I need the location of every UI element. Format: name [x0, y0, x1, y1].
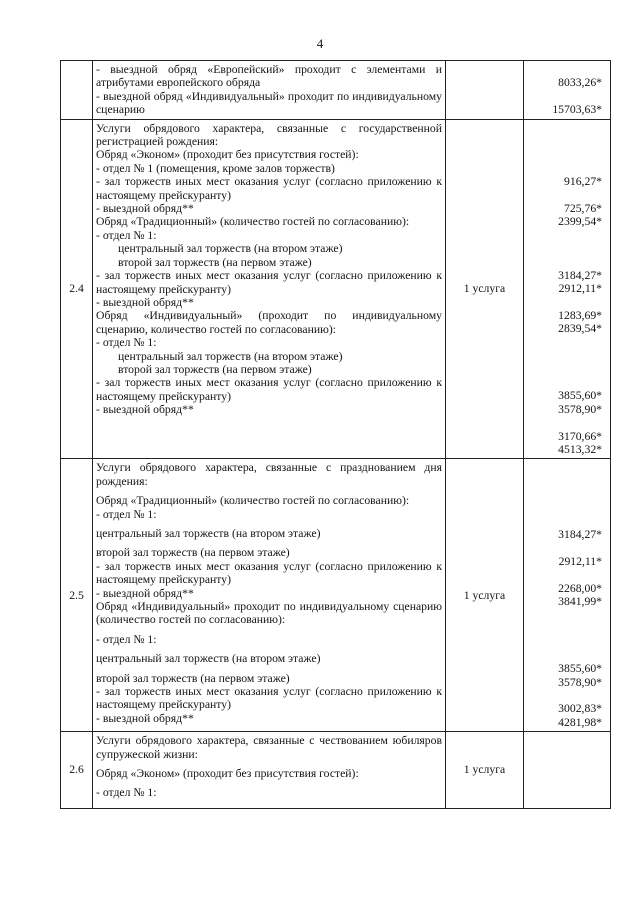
list-item: - отдел № 1 (помещения, кроме залов торжеств)	[96, 161, 335, 175]
price-value: 3578,90*	[558, 402, 602, 416]
list-item: - зал торжеств иных мест оказания услуг (согласно приложению к настоящему прейскуранту)	[96, 269, 442, 296]
service-title: Услуги обрядового характера, связанные с празднованием дня рождения:	[96, 461, 442, 488]
unit-cell	[446, 61, 524, 120]
list-item: центральный зал торжеств (на втором этаже)	[118, 242, 343, 256]
list-item: - зал торжеств иных мест оказания услуг (согласно приложению к настоящему прейскуранту)	[96, 685, 442, 712]
price-cell	[524, 119, 611, 459]
price-value: 3170,66*	[558, 429, 602, 443]
unit-cell: 1 услуга	[446, 459, 524, 732]
list-item: второй зал торжеств (на первом этаже)	[96, 546, 290, 560]
list-item: Обряд «Индивидуальный» (проходит по индивидуальному сценарию, количество гостей по согласованию):	[96, 309, 442, 336]
price-cell	[524, 459, 611, 732]
list-item: - выездной обряд «Индивидуальный» проходит по индивидуальному сценарию	[96, 89, 442, 117]
price-value: 4281,98*	[558, 715, 602, 729]
list-item: центральный зал торжеств (на втором этаже)	[118, 349, 343, 363]
list-item: - выездной обряд**	[96, 403, 194, 417]
service-title: Услуги обрядового характера, связанные с государственной регистрацией рождения:	[96, 121, 442, 149]
list-item: - отдел № 1:	[96, 336, 157, 350]
unit-cell: 1 услуга	[446, 732, 524, 809]
table-row	[61, 732, 611, 809]
price-value: 725,76*	[564, 201, 602, 215]
list-item: второй зал торжеств (на первом этаже)	[118, 255, 312, 269]
list-item: Обряд «Эконом» (проходит без присутствия гостей):	[96, 148, 359, 162]
list-item: - отдел № 1:	[96, 632, 157, 646]
list-item: Обряд «Традиционный» (количество гостей по согласованию):	[96, 215, 410, 229]
price-value: 3184,27*	[558, 268, 602, 282]
price-value: 8033,26*	[558, 76, 602, 90]
list-item: - зал торжеств иных мест оказания услуг (согласно приложению к настоящему прейскуранту)	[96, 376, 442, 403]
price-value: 3002,83*	[558, 702, 602, 716]
price-value: 3841,99*	[558, 595, 602, 609]
list-item: - выездной обряд**	[96, 586, 194, 600]
price-table	[60, 60, 611, 809]
service-description	[93, 61, 446, 120]
list-item: Обряд «Эконом» (проходит без присутствия гостей):	[96, 767, 359, 781]
price-value: 15703,63*	[552, 103, 602, 117]
service-description	[93, 732, 446, 809]
list-item: - выездной обряд**	[96, 711, 194, 725]
list-item: - отдел № 1:	[96, 786, 157, 800]
list-item: - отдел № 1:	[96, 228, 157, 242]
table-row	[61, 61, 611, 120]
row-number: 2.4	[61, 119, 93, 459]
list-item: - зал торжеств иных мест оказания услуг (согласно приложению к настоящему прейскуранту)	[96, 559, 442, 587]
row-number	[61, 61, 93, 120]
price-value: 2912,11*	[558, 282, 602, 296]
list-item: - выездной обряд**	[96, 295, 194, 309]
list-item: второй зал торжеств (на первом этаже)	[96, 671, 290, 685]
page-number: 4	[316, 36, 324, 51]
price-cell	[524, 61, 611, 120]
price-value: 2839,54*	[558, 322, 602, 336]
list-item: - зал торжеств иных мест оказания услуг (согласно приложению к настоящему прейскуранту)	[96, 175, 442, 202]
price-value: 3578,90*	[558, 675, 602, 689]
price-value: 1283,69*	[558, 309, 602, 323]
list-item: центральный зал торжеств (на втором этаже)	[96, 652, 321, 666]
service-description	[93, 119, 446, 459]
unit-cell: 1 услуга	[446, 119, 524, 459]
service-description	[93, 459, 446, 732]
list-item: Обряд «Традиционный» (количество гостей по согласованию):	[96, 494, 410, 508]
price-value: 916,27*	[564, 175, 602, 189]
price-value: 2399,54*	[558, 215, 602, 229]
list-item: - отдел № 1:	[96, 507, 157, 521]
service-title: Услуги обрядового характера, связанные с чествованием юбиляров супружеской жизни:	[96, 734, 442, 761]
list-item: - выездной обряд «Европейский» проходит с элементами и атрибутами европейского обряда	[96, 63, 442, 90]
list-item: центральный зал торжеств (на втором этаже)	[96, 527, 321, 541]
price-value: 2268,00*	[558, 581, 602, 595]
list-item: второй зал торжеств (на первом этаже)	[118, 362, 312, 376]
table-row	[61, 459, 611, 732]
row-number: 2.6	[61, 732, 93, 809]
price-value: 3184,27*	[558, 528, 602, 542]
price-value: 4513,32*	[558, 443, 602, 456]
price-cell	[524, 732, 611, 809]
price-value: 2912,11*	[558, 555, 602, 569]
price-value: 3855,60*	[558, 662, 602, 676]
list-item: Обряд «Индивидуальный» проходит по индивидуальному сценарию (количество гостей по согласованию):	[96, 600, 442, 627]
table-row	[61, 119, 611, 459]
row-number: 2.5	[61, 459, 93, 732]
price-value: 3855,60*	[558, 389, 602, 403]
list-item: - выездной обряд**	[96, 202, 194, 216]
